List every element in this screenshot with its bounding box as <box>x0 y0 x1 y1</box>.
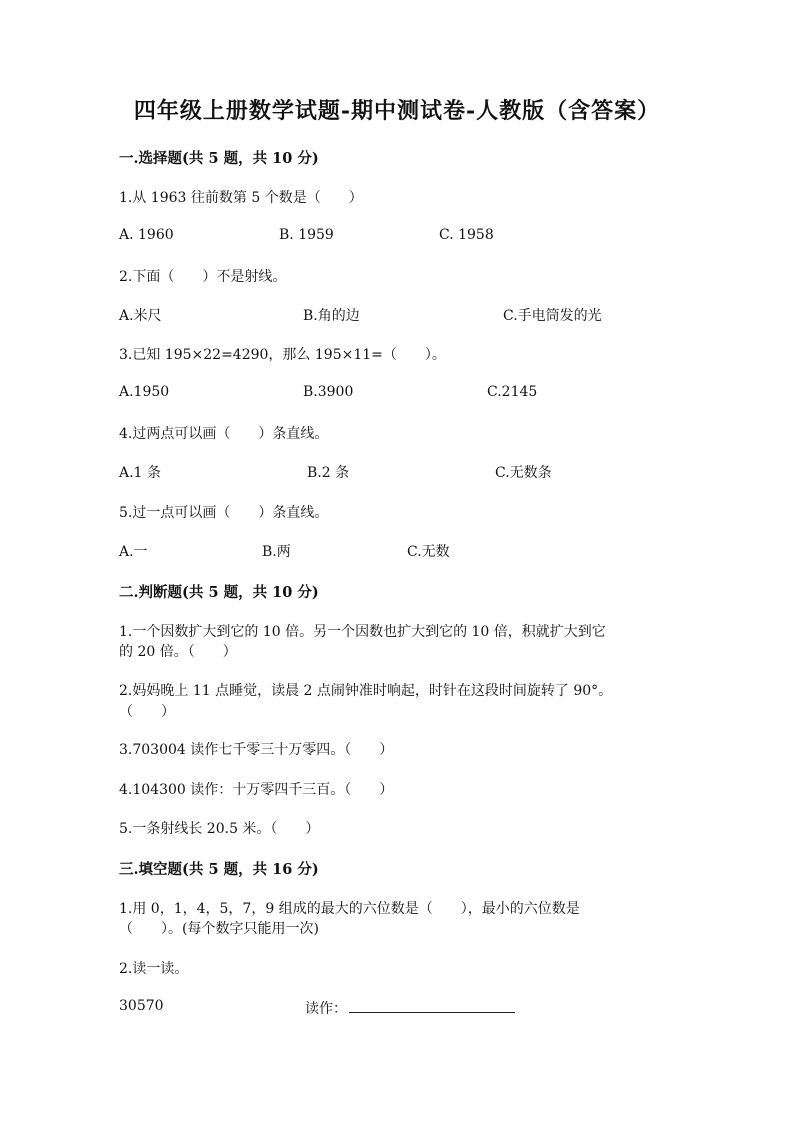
question-text-continued: （ ）。(每个数字只能用一次) <box>119 921 319 937</box>
option-a: A.1 条 <box>119 465 161 481</box>
option-a: A.1950 <box>119 384 170 400</box>
question-text-continued: （ ） <box>119 704 175 720</box>
reading-answer <box>305 998 515 1018</box>
section-heading-choice: 一.选择题(共 5 题，共 10 分) <box>119 150 319 167</box>
option-c: C.无数条 <box>495 465 552 481</box>
option-a: A.米尺 <box>119 308 162 324</box>
option-c: C.手电筒发的光 <box>503 308 602 324</box>
reading-label: 读作： <box>305 1001 347 1017</box>
option-c: C.无数 <box>407 544 450 560</box>
page-title: 四年级上册数学试题-期中测试卷-人教版（含答案） <box>133 98 661 124</box>
section-heading-judgement: 二.判断题(共 5 题，共 10 分) <box>119 584 319 601</box>
question-text: 2.妈妈晚上 11 点睡觉，读晨 2 点闹钟准时响起，时针在这段时间旋转了 90°。 <box>119 683 613 699</box>
question-text: 1.用 0，1，4，5，7，9 组成的最大的六位数是（ ），最小的六位数是 <box>119 901 580 917</box>
option-a: A. 1960 <box>119 227 174 243</box>
question-text: 1.从 1963 往前数第 5 个数是（ ） <box>119 190 363 206</box>
option-b: B.2 条 <box>307 465 350 481</box>
option-a: A.一 <box>119 544 148 560</box>
question-text: 4.过两点可以画（ ）条直线。 <box>119 426 329 442</box>
section-heading-fill-in: 三.填空题(共 5 题，共 16 分) <box>119 861 319 878</box>
question-text: 3.703004 读作七千零三十万零四。（ ） <box>119 742 394 758</box>
question-text: 1.一个因数扩大到它的 10 倍。另一个因数也扩大到它的 10 倍，积就扩大到它 <box>119 624 606 640</box>
option-b: B.角的边 <box>303 308 360 324</box>
option-c: C.2145 <box>487 384 538 400</box>
answer-blank-line[interactable] <box>349 1000 515 1013</box>
question-text: 2.读一读。 <box>119 961 189 977</box>
question-text-continued: 的 20 倍。（ ） <box>119 644 237 660</box>
option-b: B.3900 <box>303 384 354 400</box>
question-text: 4.104300 读作：十万零四千三百。（ ） <box>119 782 394 798</box>
option-b: B.两 <box>262 544 291 560</box>
option-c: C. 1958 <box>439 227 494 243</box>
question-text: 5.过一点可以画（ ）条直线。 <box>119 505 329 521</box>
question-text: 5.一条射线长 20.5 米。（ ） <box>119 821 320 837</box>
option-b: B. 1959 <box>279 227 334 243</box>
question-text: 2.下面（ ）不是射线。 <box>119 269 287 285</box>
question-text: 3.已知 195×22=4290，那么 195×11=（ ）。 <box>119 347 446 363</box>
reading-number: 30570 <box>119 998 164 1014</box>
